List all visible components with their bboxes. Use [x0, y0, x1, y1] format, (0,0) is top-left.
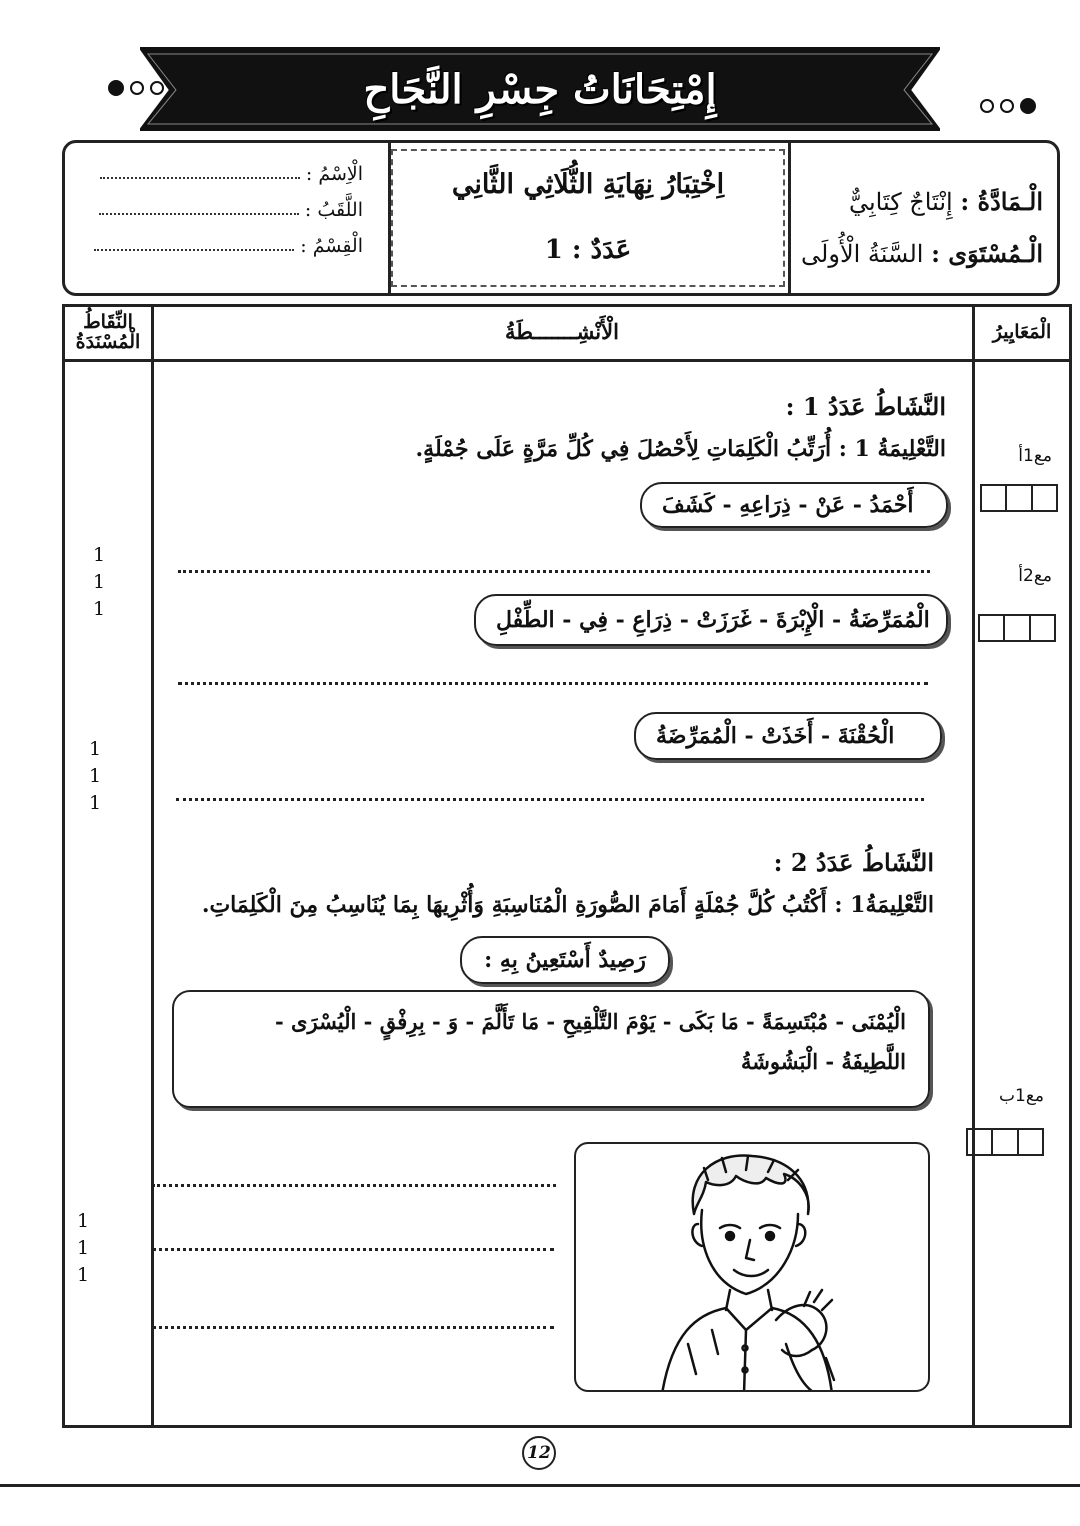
points-group: [80, 736, 110, 817]
level-row: [801, 239, 1043, 268]
dot-icon: [108, 80, 124, 96]
level-label: الْـمُسْتَوَى :: [931, 239, 1043, 268]
header-divider: [65, 359, 1069, 362]
word-group-2: الْمُمَرِّضَةُ - الْإِبْرَةَ - غَرَزَتْ - ذِرَاعِ - فِي - الطِّفْلِ: [474, 594, 948, 646]
banner-dots-right: [980, 98, 1036, 114]
word-bank: [172, 990, 930, 1108]
boy-rolling-sleeve-icon: [576, 1144, 930, 1392]
activity2-title: النَّشَاطُ عَدَدُ 2 :: [773, 848, 934, 877]
page-number: 12: [522, 1436, 556, 1470]
activities-column-header: الْأَنْشِـــــــطَةُ: [505, 319, 619, 344]
score-boxes[interactable]: [978, 614, 1056, 642]
name-label: الْاِسْمُ :: [305, 163, 363, 185]
answer-line[interactable]: [152, 1182, 556, 1187]
points-value: 1: [76, 1264, 90, 1286]
column-divider: [151, 307, 154, 1425]
header-divider: [788, 143, 791, 293]
word-group-3: الْحُقْنَةَ - أَخَذَتْ - الْمُمَرِّضَةُ: [634, 712, 942, 760]
points-value: 1: [88, 765, 102, 787]
points-value: 1: [88, 738, 102, 760]
surname-label: اللَّقَبُ :: [304, 199, 363, 221]
title-banner: [140, 46, 940, 132]
surname-field[interactable]: [99, 199, 299, 215]
points-value: 1: [92, 571, 106, 593]
subject-label: الْـمَادَّةُ :: [960, 187, 1043, 216]
dot-icon: [1020, 98, 1036, 114]
answer-line[interactable]: [178, 568, 930, 573]
criterion-label: مع1أ: [1018, 446, 1052, 466]
bottom-rule: [0, 1484, 1080, 1487]
name-row: [100, 163, 363, 185]
exam-number: عَدَدٌ : 1: [544, 235, 632, 265]
activity2-instruction: التَّعْلِيمَةُ1 : أَكْتُبُ كُلَّ جُمْلَةٍ أَمَامَ الصُّورَةِ الْمُنَاسِبَةِ وَأُثْرِيهَا بِمَا يُنَاسِبُ مِنَ الْكَلِمَاتِ.: [201, 892, 934, 918]
word-bank-line: الْيُمْنَى - مُبْتَسِمَةً - مَا بَكَى - يَوْمَ التَّلْقِيحِ - مَا تَأَلَّمَ - وَ - بِرِفْقٍ - الْيُسْرَى -: [275, 1009, 906, 1034]
criteria-column-header: الْمَعَايِيرُ: [992, 321, 1052, 343]
points-value: 1: [76, 1237, 90, 1259]
criterion-label: مع1ب: [999, 1086, 1044, 1106]
points-value: 1: [76, 1210, 90, 1232]
criterion-label: مع2أ: [1018, 566, 1052, 586]
points-value: 1: [92, 598, 106, 620]
exam-title-box: [391, 149, 785, 287]
points-value: 1: [88, 792, 102, 814]
exam-title: اِخْتِبَارُ نِهَايَةِ الثُّلَاثِي الثَّانِي: [451, 169, 725, 200]
ring-dot-icon: [1000, 99, 1014, 113]
student-info: [75, 163, 375, 283]
activity1-title: النَّشَاطُ عَدَدُ 1 :: [785, 392, 946, 421]
boy-illustration: [574, 1142, 930, 1392]
ring-dot-icon: [980, 99, 994, 113]
answer-line[interactable]: [152, 1246, 554, 1251]
score-boxes[interactable]: [980, 484, 1058, 512]
activity1-instruction: التَّعْلِيمَةُ 1 : أُرَتِّبُ الْكَلِمَاتِ لِأَحْصُلَ فِي كُلِّ مَرَّةٍ عَلَى جُمْلَةٍ.: [415, 436, 946, 462]
points-group: [84, 542, 114, 623]
answer-line[interactable]: [152, 1324, 554, 1329]
class-row: [94, 235, 363, 257]
points-group: [68, 1208, 98, 1289]
class-label: الْقِسْمُ :: [300, 235, 363, 257]
name-field[interactable]: [100, 163, 300, 179]
exam-header: [62, 140, 1060, 296]
subject-row: [849, 187, 1043, 216]
word-bank-line: اللَّطِيفَةُ - الْبَشُوشَةُ: [741, 1049, 906, 1074]
points-column-header: النِّقَاطُ الْمُسْنَدَةُ: [75, 311, 141, 353]
surname-row: [99, 199, 363, 221]
subject-value: إِنْتَاجٌ كِتَابِيٌّ: [848, 188, 953, 216]
class-field[interactable]: [94, 235, 294, 251]
level-value: السَّنَةُ الْأُولَى: [801, 240, 924, 268]
column-divider: [972, 307, 975, 1425]
answer-line[interactable]: [178, 680, 928, 685]
answer-line[interactable]: [176, 796, 924, 801]
word-group-1: أَحْمَدُ - عَنْ - ذِرَاعِهِ - كَشَفَ: [640, 482, 948, 528]
score-boxes[interactable]: [966, 1128, 1044, 1156]
points-value: 1: [92, 544, 106, 566]
banner-title: إِمْتِحَانَاتُ جِسْرِ النَّجَاحِ: [363, 65, 717, 113]
subject-info: [793, 143, 1057, 293]
word-bank-label: رَصِيدٌ أَسْتَعِينُ بِهِ :: [460, 936, 670, 984]
